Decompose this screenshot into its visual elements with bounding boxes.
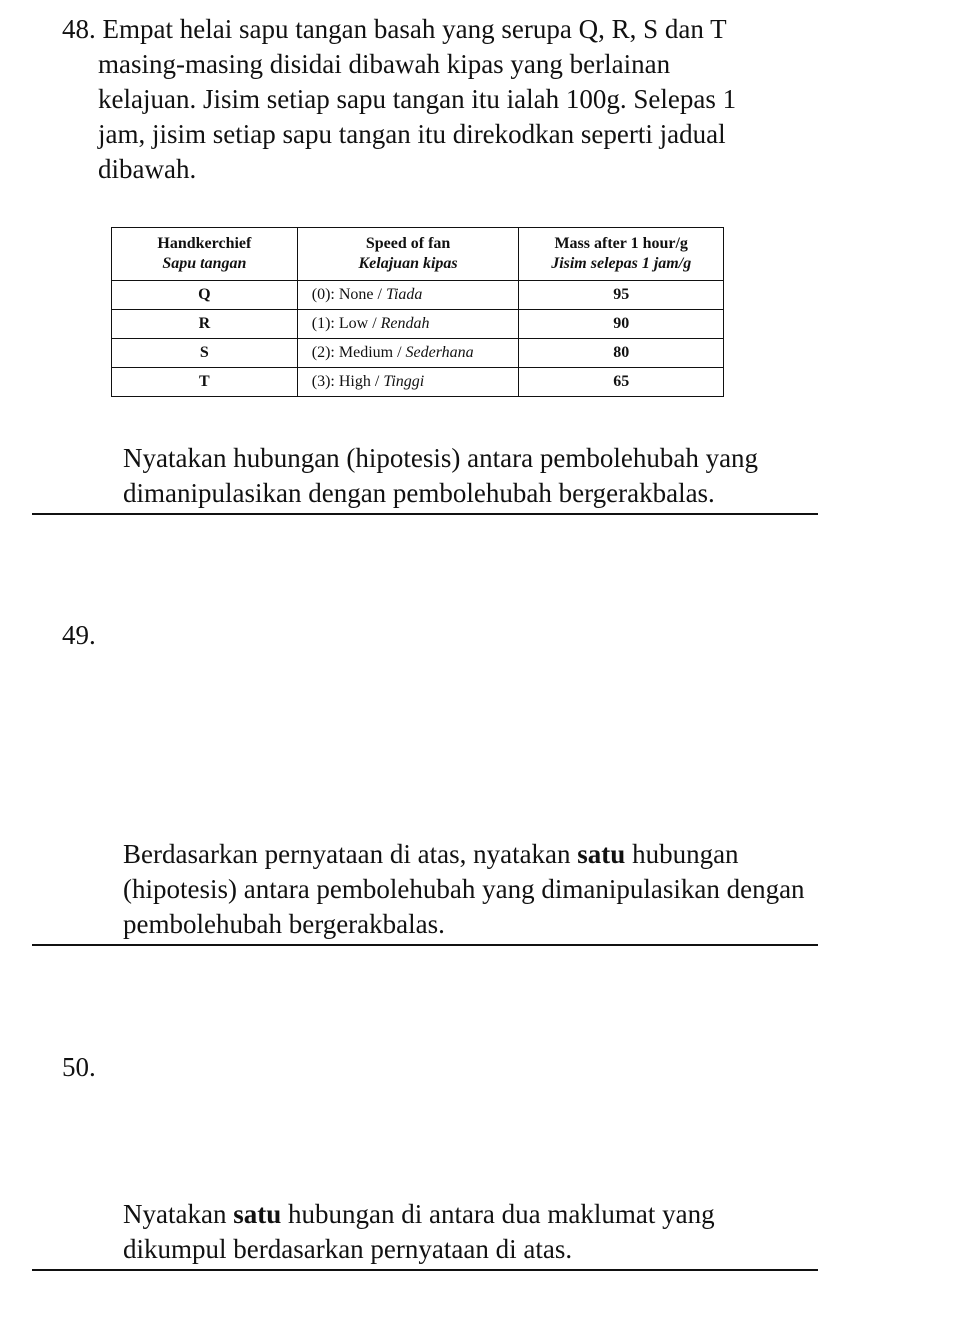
table-row <box>112 368 724 397</box>
cell-mass: 65 <box>519 368 724 397</box>
question-49-number: 49. <box>62 620 96 650</box>
question-48-line-1: 48. Empat helai sapu tangan basah yang serupa Q, R, S dan T <box>62 14 727 44</box>
question-48-text <box>62 12 928 187</box>
cell-mass: 95 <box>519 281 724 310</box>
cell-handkerchief: T <box>112 368 298 397</box>
table-row <box>112 281 724 310</box>
question-50-number: 50. <box>62 1052 96 1082</box>
question-50-prompt: Nyatakan satu hubungan di antara dua maklumat yang dikumpul berdasarkan pernyataan di atas. <box>123 1199 715 1264</box>
answer-line-49[interactable] <box>32 944 818 946</box>
cell-mass: 90 <box>519 310 724 339</box>
answer-line-50[interactable] <box>32 1269 818 1271</box>
cell-speed: (2): Medium / Sederhana <box>297 339 519 368</box>
cell-speed: (0): None / Tiada <box>297 281 519 310</box>
question-48-line-2: masing-masing disidai dibawah kipas yang berlainan <box>98 49 671 79</box>
header-speed: Speed of fan Kelajuan kipas <box>297 228 519 281</box>
table-row <box>112 310 724 339</box>
cell-handkerchief: R <box>112 310 298 339</box>
question-48-line-4: jam, jisim setiap sapu tangan itu direkodkan seperti jadual <box>98 119 726 149</box>
answer-line-48[interactable] <box>32 513 818 515</box>
question-49-prompt: Berdasarkan pernyataan di atas, nyatakan satu hubungan (hipotesis) antara pembolehubah yang dimanipulasikan dengan pembolehubah bergerakbalas. <box>123 839 805 939</box>
question-48-prompt: Nyatakan hubungan (hipotesis) antara pembolehubah yang dimanipulasikan dengan pembolehubah bergerakbalas. <box>123 443 759 508</box>
header-mass: Mass after 1 hour/g Jisim selepas 1 jam/g <box>519 228 724 281</box>
question-48-number: 48. <box>62 14 96 44</box>
cell-speed: (3): High / Tinggi <box>297 368 519 397</box>
fan-speed-table <box>111 227 724 397</box>
table-row <box>112 339 724 368</box>
table-header-row <box>112 228 724 281</box>
cell-mass: 80 <box>519 339 724 368</box>
header-handkerchief: Handkerchief Sapu tangan <box>112 228 298 281</box>
cell-handkerchief: Q <box>112 281 298 310</box>
question-48-line-5: dibawah. <box>98 154 197 184</box>
question-48-line-3: kelajuan. Jisim setiap sapu tangan itu ialah 100g. Selepas 1 <box>98 84 737 114</box>
cell-speed: (1): Low / Rendah <box>297 310 519 339</box>
cell-handkerchief: S <box>112 339 298 368</box>
